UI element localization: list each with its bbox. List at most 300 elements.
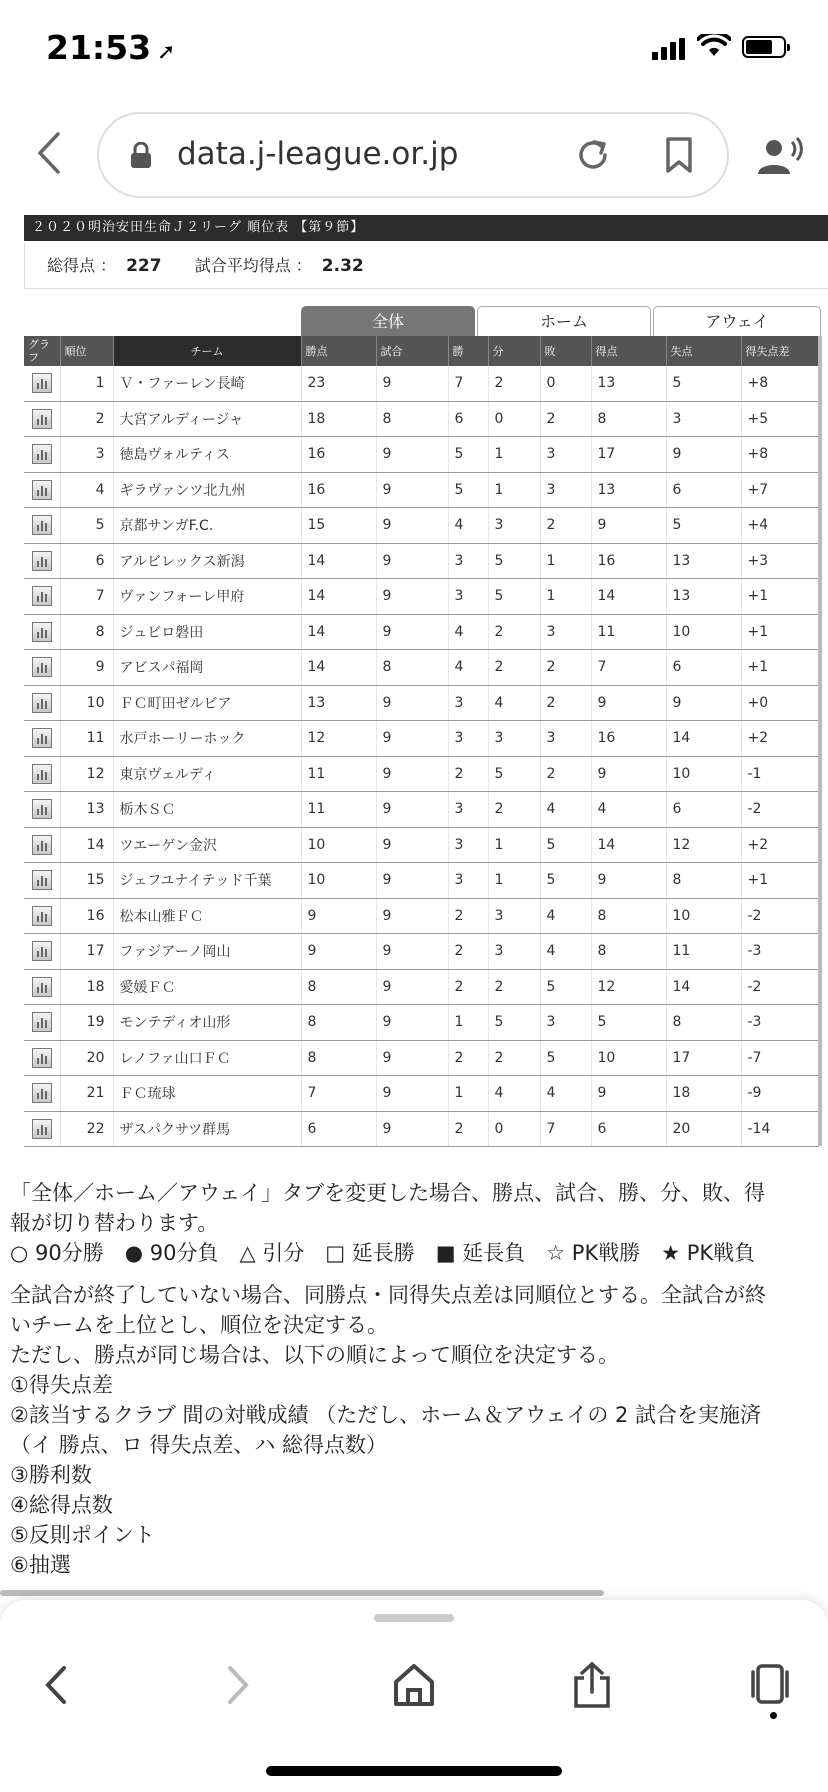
goals-for-cell: 14 bbox=[591, 579, 666, 615]
graph-cell bbox=[24, 366, 60, 401]
points-cell: 13 bbox=[301, 685, 376, 721]
graph-cell bbox=[24, 614, 60, 650]
graph-cell bbox=[24, 756, 60, 792]
losses-cell: 3 bbox=[540, 437, 591, 473]
graph-cell bbox=[24, 1111, 60, 1147]
played-cell: 9 bbox=[376, 472, 448, 508]
column-header: 順位 bbox=[60, 336, 113, 366]
goals-against-cell: 10 bbox=[666, 898, 741, 934]
table-row bbox=[24, 1005, 818, 1041]
goals-against-cell: 18 bbox=[666, 1076, 741, 1112]
draws-cell: 5 bbox=[488, 756, 540, 792]
draws-cell: 3 bbox=[488, 898, 540, 934]
points-cell: 12 bbox=[301, 721, 376, 757]
draws-cell: 0 bbox=[488, 401, 540, 437]
losses-cell: 5 bbox=[540, 863, 591, 899]
losses-cell: 2 bbox=[540, 508, 591, 544]
goal-diff-cell: -2 bbox=[741, 969, 818, 1005]
wins-cell: 1 bbox=[448, 1076, 488, 1112]
graph-cell bbox=[24, 508, 60, 544]
goals-for-cell: 14 bbox=[591, 827, 666, 863]
rank-cell: 4 bbox=[60, 472, 113, 508]
played-cell: 9 bbox=[376, 543, 448, 579]
played-cell: 9 bbox=[376, 614, 448, 650]
result-legend: ○ 90分勝 ● 90分負 △ 引分 □ 延長勝 ■ 延長負 ☆ PK戦勝 ★ PK戦負 bbox=[10, 1241, 756, 1265]
wins-cell: 6 bbox=[448, 401, 488, 437]
team-name[interactable]: 京都サンガF.C. bbox=[113, 508, 301, 544]
wins-cell: 2 bbox=[448, 756, 488, 792]
graph-cell bbox=[24, 792, 60, 828]
rank-cell: 11 bbox=[60, 721, 113, 757]
draws-cell: 1 bbox=[488, 437, 540, 473]
url-text[interactable]: data.j-league.or.jp bbox=[177, 136, 459, 172]
column-header: 試合 bbox=[376, 336, 448, 366]
bar-graph-icon[interactable] bbox=[32, 1083, 52, 1103]
draws-cell: 4 bbox=[488, 685, 540, 721]
wifi-icon bbox=[697, 34, 731, 58]
team-name[interactable]: ギラヴァンツ北九州 bbox=[113, 472, 301, 508]
goals-against-cell: 14 bbox=[666, 721, 741, 757]
address-bar[interactable] bbox=[97, 112, 729, 198]
wins-cell: 3 bbox=[448, 863, 488, 899]
played-cell: 9 bbox=[376, 437, 448, 473]
points-cell: 18 bbox=[301, 401, 376, 437]
played-cell: 9 bbox=[376, 1076, 448, 1112]
goals-against-cell: 5 bbox=[666, 508, 741, 544]
goal-diff-cell: +8 bbox=[741, 366, 818, 401]
rank-cell: 16 bbox=[60, 898, 113, 934]
rank-cell: 17 bbox=[60, 934, 113, 970]
column-header: 敗 bbox=[540, 336, 591, 366]
losses-cell: 1 bbox=[540, 543, 591, 579]
bar-graph-icon[interactable] bbox=[32, 764, 52, 784]
table-row bbox=[24, 969, 818, 1005]
graph-cell bbox=[24, 827, 60, 863]
losses-cell: 3 bbox=[540, 721, 591, 757]
goals-for-cell: 5 bbox=[591, 1005, 666, 1041]
tab-away[interactable]: アウェイ bbox=[653, 306, 821, 336]
goals-for-cell: 7 bbox=[591, 650, 666, 686]
table-row bbox=[24, 756, 818, 792]
graph-cell bbox=[24, 863, 60, 899]
goals-for-cell: 9 bbox=[591, 863, 666, 899]
back-chevron-icon[interactable] bbox=[30, 130, 70, 176]
draws-cell: 3 bbox=[488, 934, 540, 970]
played-cell: 8 bbox=[376, 401, 448, 437]
bar-graph-icon[interactable] bbox=[32, 941, 52, 961]
goals-against-cell: 9 bbox=[666, 437, 741, 473]
points-cell: 7 bbox=[301, 1076, 376, 1112]
wins-cell: 2 bbox=[448, 1040, 488, 1076]
rule-line: ①得失点差 bbox=[10, 1373, 113, 1397]
goal-diff-cell: -3 bbox=[741, 934, 818, 970]
draws-cell: 2 bbox=[488, 1040, 540, 1076]
team-name[interactable]: 徳島ヴォルティス bbox=[113, 437, 301, 473]
points-cell: 14 bbox=[301, 579, 376, 615]
losses-cell: 3 bbox=[540, 472, 591, 508]
wins-cell: 3 bbox=[448, 579, 488, 615]
column-header: 得失点差 bbox=[741, 336, 818, 366]
table-row bbox=[24, 614, 818, 650]
losses-cell: 7 bbox=[540, 1111, 591, 1147]
column-header: チーム bbox=[113, 336, 301, 366]
goals-against-cell: 13 bbox=[666, 543, 741, 579]
goal-diff-cell: +0 bbox=[741, 685, 818, 721]
graph-cell bbox=[24, 934, 60, 970]
total-goals-value: 227 bbox=[126, 256, 162, 276]
goal-diff-cell: +1 bbox=[741, 863, 818, 899]
graph-cell bbox=[24, 898, 60, 934]
home-indicator bbox=[266, 1766, 562, 1776]
goal-diff-cell: -1 bbox=[741, 756, 818, 792]
sheet-grabber[interactable] bbox=[374, 1614, 454, 1622]
home-icon[interactable] bbox=[392, 1660, 436, 1710]
points-cell: 11 bbox=[301, 792, 376, 828]
played-cell: 9 bbox=[376, 579, 448, 615]
goals-for-cell: 16 bbox=[591, 721, 666, 757]
table-header-row bbox=[24, 336, 818, 366]
goal-diff-cell: +3 bbox=[741, 543, 818, 579]
forward-icon[interactable] bbox=[214, 1660, 258, 1710]
rank-cell: 13 bbox=[60, 792, 113, 828]
table-row bbox=[24, 721, 818, 757]
tab-home[interactable]: ホーム bbox=[477, 306, 651, 336]
bar-graph-icon[interactable] bbox=[32, 480, 52, 500]
goals-for-cell: 10 bbox=[591, 1040, 666, 1076]
wins-cell: 2 bbox=[448, 934, 488, 970]
losses-cell: 2 bbox=[540, 650, 591, 686]
bar-graph-icon[interactable] bbox=[32, 906, 52, 926]
goals-against-cell: 5 bbox=[666, 366, 741, 401]
goal-diff-cell: -7 bbox=[741, 1040, 818, 1076]
goals-for-cell: 6 bbox=[591, 1111, 666, 1147]
team-name[interactable]: アルビレックス新潟 bbox=[113, 543, 301, 579]
points-cell: 23 bbox=[301, 366, 376, 401]
table-row bbox=[24, 827, 818, 863]
table-body bbox=[24, 366, 818, 1147]
played-cell: 9 bbox=[376, 508, 448, 544]
team-name[interactable]: モンテディオ山形 bbox=[113, 1005, 301, 1041]
points-cell: 6 bbox=[301, 1111, 376, 1147]
ranking-rules bbox=[10, 1280, 828, 1580]
points-cell: 8 bbox=[301, 1005, 376, 1041]
wins-cell: 5 bbox=[448, 437, 488, 473]
graph-cell bbox=[24, 685, 60, 721]
played-cell: 9 bbox=[376, 756, 448, 792]
wins-cell: 2 bbox=[448, 1111, 488, 1147]
played-cell: 9 bbox=[376, 863, 448, 899]
losses-cell: 3 bbox=[540, 614, 591, 650]
rank-cell: 21 bbox=[60, 1076, 113, 1112]
wins-cell: 4 bbox=[448, 614, 488, 650]
graph-cell bbox=[24, 401, 60, 437]
played-cell: 9 bbox=[376, 1005, 448, 1041]
bar-graph-icon[interactable] bbox=[32, 551, 52, 571]
goals-against-cell: 17 bbox=[666, 1040, 741, 1076]
bar-graph-icon[interactable] bbox=[32, 657, 52, 677]
goals-against-cell: 3 bbox=[666, 401, 741, 437]
points-cell: 14 bbox=[301, 543, 376, 579]
horizontal-scrollbar[interactable] bbox=[0, 1590, 604, 1596]
rank-cell: 6 bbox=[60, 543, 113, 579]
losses-cell: 5 bbox=[540, 827, 591, 863]
draws-cell: 5 bbox=[488, 543, 540, 579]
tabs-icon[interactable] bbox=[748, 1660, 792, 1710]
bookmark-icon[interactable] bbox=[664, 136, 694, 174]
table-scroll-edge bbox=[818, 336, 822, 1146]
share-icon[interactable] bbox=[570, 1660, 614, 1710]
rank-cell: 10 bbox=[60, 685, 113, 721]
losses-cell: 5 bbox=[540, 969, 591, 1005]
bar-graph-icon[interactable] bbox=[32, 1012, 52, 1032]
status-bar bbox=[0, 0, 828, 100]
column-header: 勝点 bbox=[301, 336, 376, 366]
column-header: 失点 bbox=[666, 336, 741, 366]
table-row bbox=[24, 685, 818, 721]
table-row bbox=[24, 1040, 818, 1076]
team-name[interactable]: Ｖ・ファーレン長崎 bbox=[113, 366, 301, 401]
goal-diff-cell: +1 bbox=[741, 650, 818, 686]
column-header: 分 bbox=[488, 336, 540, 366]
bar-graph-icon[interactable] bbox=[32, 693, 52, 713]
team-name[interactable]: 水戸ホーリーホック bbox=[113, 721, 301, 757]
cellular-signal-icon bbox=[652, 38, 688, 60]
goals-for-cell: 4 bbox=[591, 792, 666, 828]
table-row bbox=[24, 472, 818, 508]
played-cell: 9 bbox=[376, 934, 448, 970]
losses-cell: 4 bbox=[540, 1076, 591, 1112]
total-goals-label: 総得点 ： bbox=[47, 256, 117, 275]
goals-for-cell: 11 bbox=[591, 614, 666, 650]
goals-against-cell: 6 bbox=[666, 650, 741, 686]
graph-cell bbox=[24, 721, 60, 757]
goal-diff-cell: -2 bbox=[741, 792, 818, 828]
team-name[interactable]: ジェフユナイテッド千葉 bbox=[113, 863, 301, 899]
goals-for-cell: 13 bbox=[591, 366, 666, 401]
tab-note: 「全体／ホーム／アウェイ」タブを変更した場合、勝点、試合、勝、分、敗、得 bbox=[10, 1181, 766, 1205]
losses-cell: 4 bbox=[540, 792, 591, 828]
losses-cell: 5 bbox=[540, 1040, 591, 1076]
draws-cell: 4 bbox=[488, 1076, 540, 1112]
rule-line: （イ 勝点、ロ 得失点差、ハ 総得点数） bbox=[10, 1433, 388, 1457]
rank-cell: 20 bbox=[60, 1040, 113, 1076]
wins-cell: 3 bbox=[448, 827, 488, 863]
team-name[interactable]: 愛媛ＦＣ bbox=[113, 969, 301, 1005]
points-cell: 16 bbox=[301, 437, 376, 473]
team-name[interactable]: ザスパクサツ群馬 bbox=[113, 1111, 301, 1147]
points-cell: 14 bbox=[301, 650, 376, 686]
bar-graph-icon[interactable] bbox=[32, 622, 52, 642]
losses-cell: 2 bbox=[540, 401, 591, 437]
rule-line: 全試合が終了していない場合、同勝点・同得失点差は同順位とする。全試合が終 bbox=[10, 1283, 766, 1307]
points-cell: 8 bbox=[301, 1040, 376, 1076]
bar-graph-icon[interactable] bbox=[32, 1119, 52, 1139]
tabs-indicator-dot bbox=[770, 1712, 777, 1719]
goal-diff-cell: +2 bbox=[741, 721, 818, 757]
bar-graph-icon[interactable] bbox=[32, 835, 52, 855]
goals-against-cell: 9 bbox=[666, 685, 741, 721]
goal-diff-cell: +2 bbox=[741, 827, 818, 863]
rank-cell: 19 bbox=[60, 1005, 113, 1041]
browser-toolbar bbox=[0, 110, 828, 200]
rank-cell: 8 bbox=[60, 614, 113, 650]
rank-cell: 22 bbox=[60, 1111, 113, 1147]
draws-cell: 2 bbox=[488, 969, 540, 1005]
played-cell: 8 bbox=[376, 650, 448, 686]
table-row bbox=[24, 792, 818, 828]
points-cell: 14 bbox=[301, 614, 376, 650]
losses-cell: 0 bbox=[540, 366, 591, 401]
bar-graph-icon[interactable] bbox=[32, 870, 52, 890]
draws-cell: 5 bbox=[488, 1005, 540, 1041]
graph-cell bbox=[24, 1040, 60, 1076]
goals-against-cell: 6 bbox=[666, 792, 741, 828]
goal-diff-cell: -2 bbox=[741, 898, 818, 934]
points-cell: 10 bbox=[301, 827, 376, 863]
points-cell: 10 bbox=[301, 863, 376, 899]
played-cell: 9 bbox=[376, 721, 448, 757]
wins-cell: 3 bbox=[448, 792, 488, 828]
team-name[interactable]: ジュビロ磐田 bbox=[113, 614, 301, 650]
rank-cell: 3 bbox=[60, 437, 113, 473]
rank-cell: 9 bbox=[60, 650, 113, 686]
bar-graph-icon[interactable] bbox=[32, 799, 52, 819]
table-row bbox=[24, 1076, 818, 1112]
goals-for-cell: 17 bbox=[591, 437, 666, 473]
rule-line: ④総得点数 bbox=[10, 1493, 113, 1517]
played-cell: 9 bbox=[376, 969, 448, 1005]
losses-cell: 4 bbox=[540, 934, 591, 970]
voice-reader-icon[interactable] bbox=[754, 136, 804, 176]
goal-diff-cell: -3 bbox=[741, 1005, 818, 1041]
draws-cell: 2 bbox=[488, 614, 540, 650]
wins-cell: 2 bbox=[448, 969, 488, 1005]
played-cell: 9 bbox=[376, 827, 448, 863]
played-cell: 9 bbox=[376, 685, 448, 721]
team-name[interactable]: 松本山雅ＦＣ bbox=[113, 898, 301, 934]
rule-line: ただし、勝点が同じ場合は、以下の順によって順位を決定する。 bbox=[10, 1343, 619, 1367]
team-name[interactable]: ＦＣ琉球 bbox=[113, 1076, 301, 1112]
points-cell: 8 bbox=[301, 969, 376, 1005]
graph-cell bbox=[24, 437, 60, 473]
rank-cell: 5 bbox=[60, 508, 113, 544]
rule-line: ②該当するクラブ 間の対戦成績 （ただし、ホーム＆アウェイの 2 試合を実施済 bbox=[10, 1403, 762, 1427]
rule-line: いチームを上位とし、順位を決定する。 bbox=[10, 1313, 388, 1337]
goals-against-cell: 10 bbox=[666, 756, 741, 792]
goal-diff-cell: +1 bbox=[741, 614, 818, 650]
wins-cell: 5 bbox=[448, 472, 488, 508]
bar-graph-icon[interactable] bbox=[32, 977, 52, 997]
team-name[interactable]: 大宮アルディージャ bbox=[113, 401, 301, 437]
draws-cell: 1 bbox=[488, 827, 540, 863]
team-name[interactable]: ＦＣ町田ゼルビア bbox=[113, 685, 301, 721]
points-cell: 11 bbox=[301, 756, 376, 792]
goals-against-cell: 8 bbox=[666, 1005, 741, 1041]
team-name[interactable]: ファジアーノ岡山 bbox=[113, 934, 301, 970]
table-row bbox=[24, 437, 818, 473]
notes-section bbox=[10, 1178, 828, 1580]
wins-cell: 2 bbox=[448, 898, 488, 934]
points-cell: 15 bbox=[301, 508, 376, 544]
wins-cell: 4 bbox=[448, 650, 488, 686]
draws-cell: 1 bbox=[488, 472, 540, 508]
goal-diff-cell: +5 bbox=[741, 401, 818, 437]
team-name[interactable]: ヴァンフォーレ甲府 bbox=[113, 579, 301, 615]
goal-diff-cell: +4 bbox=[741, 508, 818, 544]
reload-icon[interactable] bbox=[574, 136, 612, 174]
team-name[interactable]: レノファ山口ＦＣ bbox=[113, 1040, 301, 1076]
goals-for-cell: 9 bbox=[591, 756, 666, 792]
rank-cell: 2 bbox=[60, 401, 113, 437]
goal-diff-cell: +1 bbox=[741, 579, 818, 615]
draws-cell: 2 bbox=[488, 366, 540, 401]
team-name[interactable]: ツエーゲン金沢 bbox=[113, 827, 301, 863]
bar-graph-icon[interactable] bbox=[32, 586, 52, 606]
avg-goals-value: 2.32 bbox=[321, 256, 364, 276]
team-name[interactable]: 栃木ＳＣ bbox=[113, 792, 301, 828]
page-title: ２０２０明治安田生命Ｊ２リーグ 順位表 【第９節】 bbox=[24, 215, 828, 241]
goals-for-cell: 16 bbox=[591, 543, 666, 579]
goals-against-cell: 14 bbox=[666, 969, 741, 1005]
table-row bbox=[24, 650, 818, 686]
goals-for-cell: 8 bbox=[591, 401, 666, 437]
goals-for-cell: 8 bbox=[591, 898, 666, 934]
bar-graph-icon[interactable] bbox=[32, 373, 52, 393]
goals-against-cell: 20 bbox=[666, 1111, 741, 1147]
wins-cell: 3 bbox=[448, 721, 488, 757]
team-name[interactable]: 東京ヴェルディ bbox=[113, 756, 301, 792]
back-icon[interactable] bbox=[36, 1660, 80, 1710]
table-row bbox=[24, 401, 818, 437]
rank-cell: 18 bbox=[60, 969, 113, 1005]
goals-against-cell: 6 bbox=[666, 472, 741, 508]
played-cell: 9 bbox=[376, 898, 448, 934]
bar-graph-icon[interactable] bbox=[32, 444, 52, 464]
standings-table bbox=[24, 336, 819, 1147]
graph-cell bbox=[24, 472, 60, 508]
bar-graph-icon[interactable] bbox=[32, 515, 52, 535]
tab-overall[interactable]: 全体 bbox=[301, 306, 475, 336]
draws-cell: 3 bbox=[488, 508, 540, 544]
losses-cell: 3 bbox=[540, 1005, 591, 1041]
bottom-toolbar bbox=[0, 1600, 828, 1792]
graph-cell bbox=[24, 969, 60, 1005]
graph-cell bbox=[24, 1005, 60, 1041]
rule-line: ⑥抽選 bbox=[10, 1553, 71, 1577]
losses-cell: 2 bbox=[540, 685, 591, 721]
bar-graph-icon[interactable] bbox=[32, 1048, 52, 1068]
column-header: 勝 bbox=[448, 336, 488, 366]
bar-graph-icon[interactable] bbox=[32, 728, 52, 748]
table-row bbox=[24, 934, 818, 970]
wins-cell: 7 bbox=[448, 366, 488, 401]
graph-cell bbox=[24, 650, 60, 686]
graph-cell bbox=[24, 1076, 60, 1112]
team-name[interactable]: アビスパ福岡 bbox=[113, 650, 301, 686]
bar-graph-icon[interactable] bbox=[32, 409, 52, 429]
wins-cell: 4 bbox=[448, 508, 488, 544]
draws-cell: 5 bbox=[488, 579, 540, 615]
goals-against-cell: 13 bbox=[666, 579, 741, 615]
graph-cell bbox=[24, 579, 60, 615]
table-row bbox=[24, 863, 818, 899]
rank-cell: 7 bbox=[60, 579, 113, 615]
goals-summary bbox=[24, 243, 828, 289]
table-row bbox=[24, 508, 818, 544]
column-header: 得点 bbox=[591, 336, 666, 366]
points-cell: 16 bbox=[301, 472, 376, 508]
played-cell: 9 bbox=[376, 792, 448, 828]
